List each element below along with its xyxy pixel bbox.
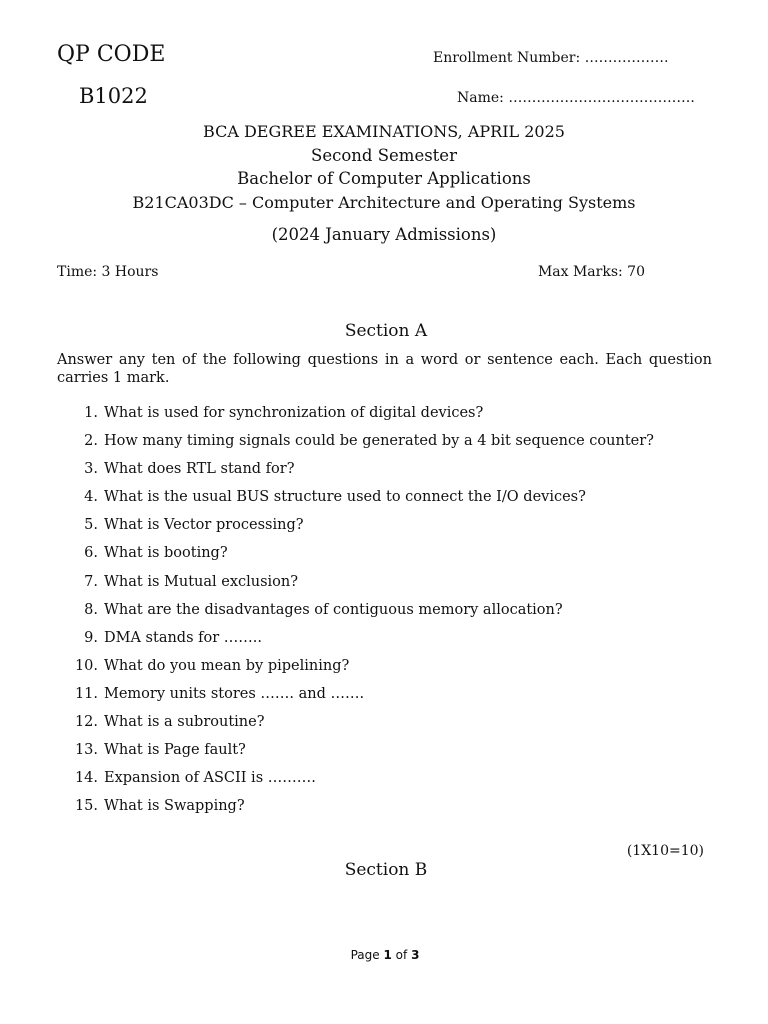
qp-code-value: B1022 <box>79 84 148 108</box>
question-text: What is Swapping? <box>104 798 245 815</box>
name-field: Name: …………………………………. <box>457 90 695 106</box>
question-item <box>57 429 707 457</box>
marks-allocation: (1X10=10) <box>626 843 704 859</box>
question-number: 1. <box>84 405 98 421</box>
question-text: What is Mutual exclusion? <box>104 573 299 590</box>
admissions-batch: (2024 January Admissions) <box>271 225 497 244</box>
question-number: 14. <box>74 770 98 787</box>
question-item <box>57 766 707 794</box>
question-text: What is the usual BUS structure used to connect the I/O devices? <box>104 489 586 506</box>
question-number: 13. <box>74 742 98 759</box>
question-item <box>57 401 707 429</box>
question-item <box>57 794 707 822</box>
question-text: Memory units stores ……. and ……. <box>104 685 365 702</box>
question-number: 10. <box>74 657 98 674</box>
question-text: How many timing signals could be generated by a 4 bit sequence counter? <box>104 433 654 450</box>
question-item <box>57 738 707 766</box>
question-item <box>57 570 707 598</box>
section-a-title: Section A <box>344 321 428 341</box>
question-item <box>57 457 707 485</box>
page-word: Page <box>350 948 380 962</box>
question-number: 9. <box>84 629 98 646</box>
question-number: 12. <box>74 714 98 731</box>
question-number: 8. <box>84 601 98 618</box>
program-name: Bachelor of Computer Applications <box>237 169 531 188</box>
page-footer <box>0 948 768 962</box>
question-list <box>57 401 707 822</box>
question-text: What is Vector processing? <box>104 517 304 534</box>
question-item <box>57 710 707 738</box>
question-text: What is a subroutine? <box>104 714 265 731</box>
question-text: What do you mean by pipelining? <box>104 657 350 674</box>
question-text: What is booting? <box>104 545 228 562</box>
question-item <box>57 654 707 682</box>
exam-title: BCA DEGREE EXAMINATIONS, APRIL 2025 <box>203 122 565 141</box>
exam-duration: Time: 3 Hours <box>57 264 159 280</box>
question-number: 6. <box>84 545 98 562</box>
question-number: 11. <box>74 685 98 702</box>
section-b-title: Section B <box>344 860 428 880</box>
question-item <box>57 513 707 541</box>
question-text: What are the disadvantages of contiguous memory allocation? <box>104 601 563 618</box>
question-item <box>57 682 707 710</box>
page-current: 1 <box>383 948 392 962</box>
semester: Second Semester <box>311 146 457 165</box>
question-text: What is used for synchronization of digital devices? <box>104 405 484 421</box>
enrollment-number-field: Enrollment Number: ……………… <box>433 50 669 66</box>
question-text: DMA stands for …….. <box>104 629 262 646</box>
page-total: 3 <box>411 948 420 962</box>
of-word: of <box>395 948 408 962</box>
qp-code-label: QP CODE <box>57 42 166 67</box>
question-item <box>57 541 707 569</box>
question-text: What is Page fault? <box>104 742 246 759</box>
question-item <box>57 485 707 513</box>
question-item <box>57 626 707 654</box>
max-marks: Max Marks: 70 <box>537 264 645 280</box>
question-number: 7. <box>84 573 98 590</box>
question-text: Expansion of ASCII is ………. <box>104 770 316 787</box>
question-number: 5. <box>84 517 98 534</box>
question-item <box>57 598 707 626</box>
question-number: 15. <box>74 798 98 815</box>
section-a-instructions: Answer any ten of the following questions in a word or sentence each. Each question carries 1 mark. <box>57 352 712 386</box>
question-text: What does RTL stand for? <box>104 461 295 478</box>
question-number: 4. <box>84 489 98 506</box>
question-number: 3. <box>84 461 98 478</box>
course-title: B21CA03DC – Computer Architecture and Operating Systems <box>132 193 636 212</box>
question-number: 2. <box>84 433 98 450</box>
